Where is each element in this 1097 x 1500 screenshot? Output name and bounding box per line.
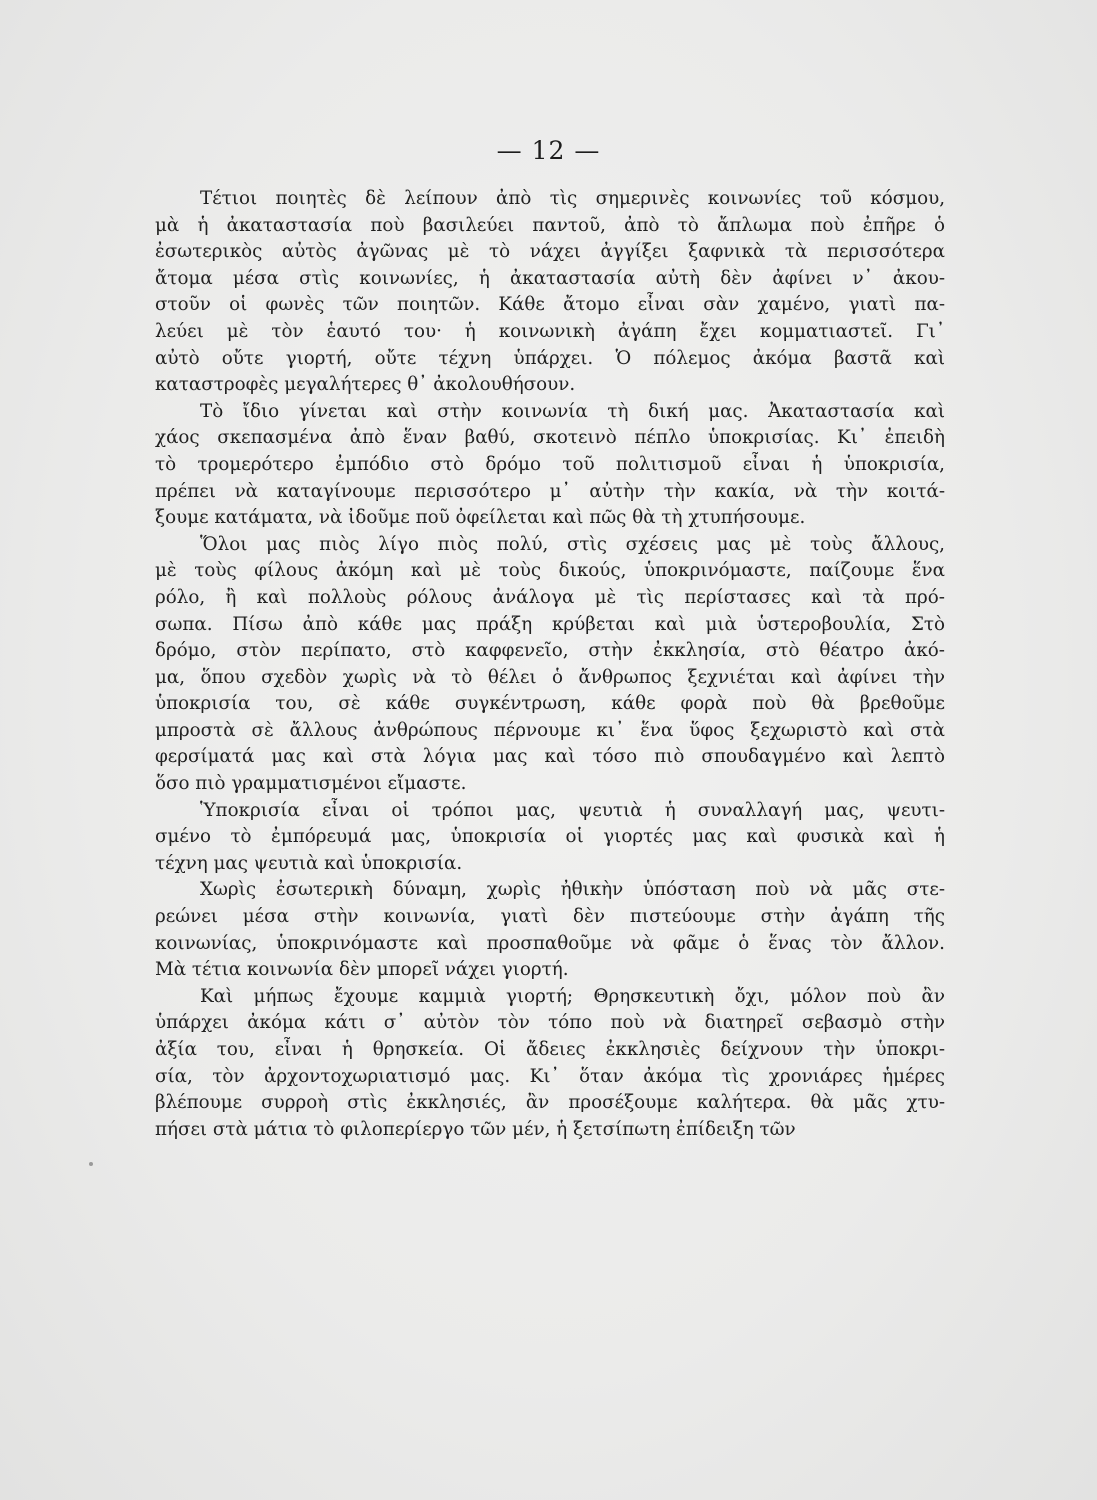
text-line: βλέπουμε συρροὴ στὶς ἐκκλησιές, ἂν προσέξουμε καλήτερα. θὰ μᾶς χτυ- [155, 1092, 945, 1114]
text-line: δρόμο, στὸν περίπατο, στὸ καφφενεῖο, στὴν ἐκκλησία, στὸ θέατρο ἀκό- [155, 640, 945, 662]
text-line: καταστροφὲς μεγαλήτερες θ᾽ ἀκολουθήσουν. [155, 374, 576, 396]
text-line: στοῦν οἱ φωνὲς τῶν ποιητῶν. Κάθε ἄτομο εἶναι σὰν χαμένο, γιατὶ πα- [155, 294, 945, 316]
text-line: Μὰ τέτια κοινωνία δὲν μπορεῖ νάχει γιορτή. [155, 959, 569, 981]
text-line: ὅσο πιὸ γραμματισμένοι εἴμαστε. [155, 773, 467, 795]
text-line: Ὅλοι μας πιὸς λίγο πιὸς πολύ, στὶς σχέσεις μας μὲ τοὺς ἄλλους, [200, 533, 945, 555]
paragraph [155, 877, 945, 983]
text-line: λεύει μὲ τὸν ἑαυτό του· ἡ κοινωνικὴ ἀγάπη ἔχει κομματιαστεῖ. Γι᾽ [155, 320, 945, 342]
text-line: ὑπάρχει ἀκόμα κάτι σ᾽ αὐτὸν τὸν τόπο ποὺ νὰ διατηρεῖ σεβασμὸ στὴν [155, 1012, 945, 1034]
text-line: πρέπει νὰ καταγίνουμε περισσότερο μ᾽ αὐτὴν τὴν κακία, νὰ τὴν κοιτά- [155, 480, 945, 502]
text-line: ἄτομα μέσα στὶς κοινωνίες, ἡ ἀκαταστασία αὐτὴ δὲν ἀφίνει ν᾽ ἀκου- [155, 267, 945, 289]
text-line: σμένο τὸ ἐμπόρευμά μας, ὑποκρισία οἱ γιορτές μας καὶ φυσικὰ καὶ ἡ [155, 826, 945, 848]
text-line: μὰ ἡ ἀκαταστασία ποὺ βασιλεύει παντοῦ, ἀπὸ τὸ ἄπλωμα ποὺ ἐπῆρε ὁ [155, 214, 945, 236]
text-line: ξουμε κατάματα, νὰ ἰδοῦμε ποῦ ὀφείλεται καὶ πῶς θὰ τὴ χτυπήσουμε. [155, 507, 806, 529]
paper-speck [89, 1162, 93, 1166]
paragraph [155, 984, 945, 1144]
paragraph [155, 532, 945, 798]
body-text [155, 186, 945, 1143]
text-line: μπροστὰ σὲ ἄλλους ἀνθρώπους πέρνουμε κι᾽ ἕνα ὕφος ξεχωριστὸ καὶ στὰ [155, 719, 945, 741]
text-line: σωπα. Πίσω ἀπὸ κάθε μας πράξη κρύβεται καὶ μιὰ ὑστεροβουλία, Στὸ [155, 613, 945, 635]
text-line: αὐτὸ οὔτε γιορτή, οὔτε τέχνη ὑπάρχει. Ὁ πόλεμος ἀκόμα βαστᾶ καὶ [155, 347, 945, 369]
text-line: ἀξία του, εἶναι ἡ θρησκεία. Οἱ ἄδειες ἐκκλησιὲς δείχνουν τὴν ὑποκρι- [155, 1039, 945, 1060]
text-line: χάος σκεπασμένα ἀπὸ ἕναν βαθύ, σκοτεινὸ πέπλο ὑποκρισίας. Κι᾽ ἐπειδὴ [155, 427, 945, 449]
text-line: Τέτιοι ποιητὲς δὲ λείπουν ἀπὸ τὶς σημερινὲς κοινωνίες τοῦ κόσμου, [200, 188, 945, 209]
text-line: μα, ὅπου σχεδὸν χωρὶς νὰ τὸ θέλει ὁ ἄνθρωπος ξεχνιέται καὶ ἀφίνει τὴν [155, 666, 945, 688]
text-line: ρεώνει μέσα στὴν κοινωνία, γιατὶ δὲν πιστεύουμε στὴν ἀγάπη τῆς [155, 906, 945, 928]
text-line: Τὸ ἴδιο γίνεται καὶ στὴν κοινωνία τὴ δική μας. Ἀκαταστασία καὶ [200, 400, 945, 422]
text-line: ρόλο, ἢ καὶ πολλοὺς ρόλους ἀνάλογα μὲ τὶς περίστασες καὶ τὰ πρό- [155, 586, 945, 608]
paragraph [155, 399, 945, 532]
paragraph [155, 186, 945, 399]
text-line: ἐσωτερικὸς αὐτὸς ἀγῶνας μὲ τὸ νάχει ἀγγίξει ξαφνικὰ τὰ περισσότερα [155, 241, 945, 263]
page-number: — 12 — [496, 136, 601, 165]
text-line: Καὶ μήπως ἔχουμε καμμιὰ γιορτή; Θρησκευτικὴ ὄχι, μόλον ποὺ ἂν [200, 985, 945, 1007]
text-line: μὲ τοὺς φίλους ἀκόμη καὶ μὲ τοὺς δικούς, ὑποκρινόμαστε, παίζουμε ἕνα [155, 560, 945, 582]
text-line: Ὑποκρισία εἶναι οἱ τρόποι μας, ψευτιὰ ἡ συναλλαγή μας, ψευτι- [200, 799, 945, 821]
text-line: σία, τὸν ἀρχοντοχωριατισμό μας. Κι᾽ ὅταν ἀκόμα τὶς χρονιάρες ἡμέρες [155, 1065, 945, 1087]
text-line: πήσει στὰ μάτια τὸ φιλοπερίεργο τῶν μέν, ἡ ξετσίπωτη ἐπίδειξη τῶν [155, 1118, 796, 1140]
text-line: κοινωνίας, ὑποκρινόμαστε καὶ προσπαθοῦμε νὰ φᾶμε ὁ ἕνας τὸν ἄλλον. [155, 932, 945, 954]
text-line: φερσίματά μας καὶ στὰ λόγια μας καὶ τόσο πιὸ σπουδαγμένο καὶ λεπτὸ [155, 746, 945, 768]
paragraph [155, 798, 945, 878]
text-line: Χωρὶς ἐσωτερικὴ δύναμη, χωρὶς ἠθικὴν ὑπόσταση ποὺ νὰ μᾶς στε- [200, 879, 945, 901]
text-line: ὑποκρισία του, σὲ κάθε συγκέντρωση, κάθε φορὰ ποὺ θὰ βρεθοῦμε [155, 693, 945, 715]
text-line: τέχνη μας ψευτιὰ καὶ ὑποκρισία. [155, 852, 463, 874]
text-line: τὸ τρομερότερο ἐμπόδιο στὸ δρόμο τοῦ πολιτισμοῦ εἶναι ἡ ὑποκρισία, [155, 453, 945, 475]
